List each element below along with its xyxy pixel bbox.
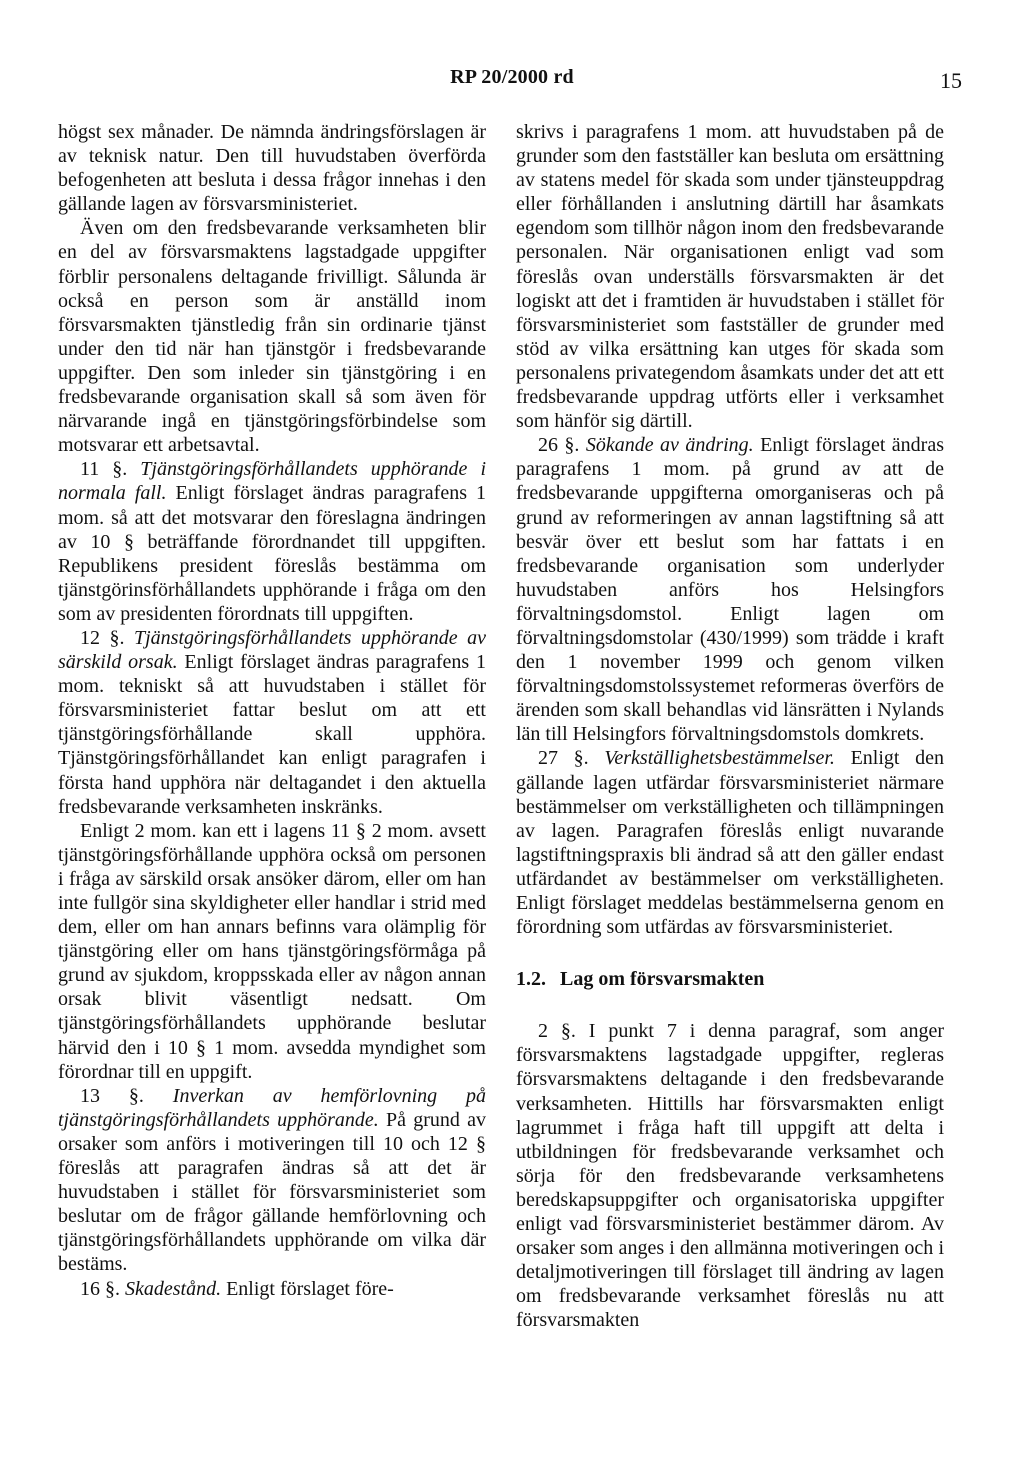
section-title: Tjänstgöringsförhållandets upphörande i normala fall. <box>58 458 486 505</box>
section-heading-title: Lag om försvarsmakten <box>560 968 765 991</box>
section-title: Verkställighetsbestämmelser. <box>604 747 835 770</box>
paragraph: Enligt 2 mom. kan ett i lagens 11 § 2 mom. avsett tjänstgöringsförhållande upphöra också om personen i fråga av särskild orsak ansöker därom, eller om han inte fullgör sina skyldigheter eller handlar i strid med dem, eller om han annars befinns vara olämplig för tjänstgöring eller om hans tjänstgöringsförmåga på grund av sjukdom, kroppsskada eller av någon annan orsak blivit väsentligt nedsatt. Om tjänstgöringsförhållandets upphörande beslutar härvid den i 10 § 1 mom. avsedda myndighet som förordnar till en uppgift. <box>58 819 486 1083</box>
section-heading <box>516 967 944 991</box>
section-paragraph <box>516 433 944 746</box>
section-number: 1.2. <box>516 968 546 991</box>
paragraph: 2 §. I punkt 7 i denna paragraf, som anger försvarsmaktens lagstadgade uppgifter, regleras försvarsmaktens deltagande i den fredsbevarande verksamheten. Hittills har försvarsmakten enligt lagrummet i fråga haft till uppgift att delta i utbildningen för fredsbevarande verksamhet och sörja för den fredsbevarande verksamhetens beredskapsuppgifter och organisatoriska uppgifter enligt vad försvarsministeriet bestämmer därom. Av orsaker som anges i den allmänna motiveringen och i detaljmotiveringen till förslaget till ändring av lagen om fredsbevarande verksamhet föreslås nu att försvarsmakten <box>516 1020 944 1332</box>
section-ref: 12 §. <box>80 626 125 649</box>
section-ref: 16 §. <box>80 1277 120 1300</box>
section-paragraph <box>58 457 486 626</box>
right-column <box>516 120 944 1333</box>
section-ref: 13 §. <box>80 1084 144 1107</box>
section-ref: 26 §. <box>538 434 580 457</box>
section-paragraph <box>516 746 944 939</box>
paragraph-body: Enligt förslaget ändras paragrafens 1 mom. på grund av att de fredsbevarande uppgifterna omorganiseras och på grund av reformeringen av annan lagstiftning så att besvär över ett beslut som har fattats i en fredsbevarande organisation som underlyder huvudstaben anförs hos Helsingfors förvaltningsdomstol. Enligt lagen om förvaltningsdomstolar (430/1999) som trädde i kraft den 1 november 1999 och genom vilken förvaltningsdomstolssystemet reformeras överförs de ärenden som skall behandlas vid länsrätten i Nylands län till Helsingfors förvaltningsdomstols domkrets. <box>516 434 944 746</box>
section-title: Tjänstgöringsförhållandets upphörande av särskild orsak. <box>58 626 486 674</box>
paragraph: skrivs i paragrafens 1 mom. att huvudstaben på de grunder som den fastställer kan besluta om ersättning av statens medel för skada som under tjänsteuppdrag eller förhållanden i anslutning därtill har åsamkats egendom som tillhör någon inom den fredsbevarande personalen. När organisationen enligt vad som föreslås ovan underställs försvarsmakten är det logiskt att det i framtiden är huvudstaben i stället för försvarsministeriet som fastställer de grunder med stöd av vilka ersättning kan utges för skada som personalens privategendom åsamkats under det att ett fredsbevarande uppdrag utförts eller i verksamhet som hänför sig därtill. <box>516 121 944 433</box>
section-ref: 11 §. <box>80 458 128 481</box>
section-title: Inverkan av hemförlovning på tjänstgöringsförhållandets upphörande. <box>58 1084 487 1131</box>
section-paragraph <box>58 626 486 819</box>
section-paragraph <box>58 1277 486 1301</box>
paragraph-body: Enligt den gällande lagen utfärdar försvarsministeriet närmare bestämmelser om verkställigheten och tillämpningen av lagen. Paragrafen föreslås enligt nuvarande lagstiftningspraxis bli ändrad så att den gäller endast utfärdandet av bestämmelser om verkställigheten. Enligt förslaget meddelas bestämmelserna genom en förordning som utfärdas av försvarsministeriet. <box>516 747 945 939</box>
section-title: Sökande av ändring. <box>585 434 754 457</box>
section-ref: 27 §. <box>538 747 589 770</box>
page-number: 15 <box>940 68 962 93</box>
paragraph-body: Enligt förslaget före- <box>226 1277 394 1300</box>
paragraph-body: Enligt förslaget ändras paragrafens 1 mom. så att det motsvarar den föreslagna ändringen av 10 § beträffande förordnandet till uppgiften. Republikens president föreslås bestämma om tjänstgörinsförhållandets upphörande i fråga om den som av presidenten förordnats till uppgiften. <box>58 482 487 625</box>
paragraph-body: Enligt förslaget ändras paragrafens 1 mom. tekniskt så att huvudstaben i stället för försvarsministeriet fattar beslut om att ett tjänstgöringsförhållande skall upphöra. Tjänstgöringsförhållandet kan enligt paragrafen i första hand upphöra när deltagandet i den aktuella fredsbevarande verksamheten inskränks. <box>58 651 486 818</box>
paragraph-body: På grund av orsaker som anförs i motiveringen till 10 och 12 § föreslås att paragrafen ändras så att det är huvudstaben i stället för försvarsministeriet som beslutar om de frågor gällande hemförlovning och tjänstgöringsförhållandets upphörande om vilka där bestäms. <box>58 1108 487 1276</box>
section-paragraph <box>58 1084 486 1277</box>
left-column <box>58 120 486 1301</box>
section-title: Skadestånd. <box>125 1277 222 1300</box>
paragraph: Även om den fredsbevarande verksamheten blir en del av försvarsmaktens lagstadgade uppgifter förblir personalens deltagande frivilligt. Sålunda är också en person som är anställd inom försvarsmakten tjänstledig från sin ordinarie tjänst under den tid när han tjänstgör i fredsbevarande uppgifter. Den som inleder sin tjänstgöring i en fredsbevarande organisation skall så som även för närvarande ingå en tjänstgöringsförbindelse som motsvarar ett arbetsavtal. <box>58 217 486 457</box>
paragraph: högst sex månader. De nämnda ändringsförslagen är av teknisk natur. Den till huvudstaben överförda befogenheten att besluta i dessa frågor innehas i den gällande lagen av försvarsministeriet. <box>58 121 486 216</box>
running-header: RP 20/2000 rd <box>450 66 574 88</box>
